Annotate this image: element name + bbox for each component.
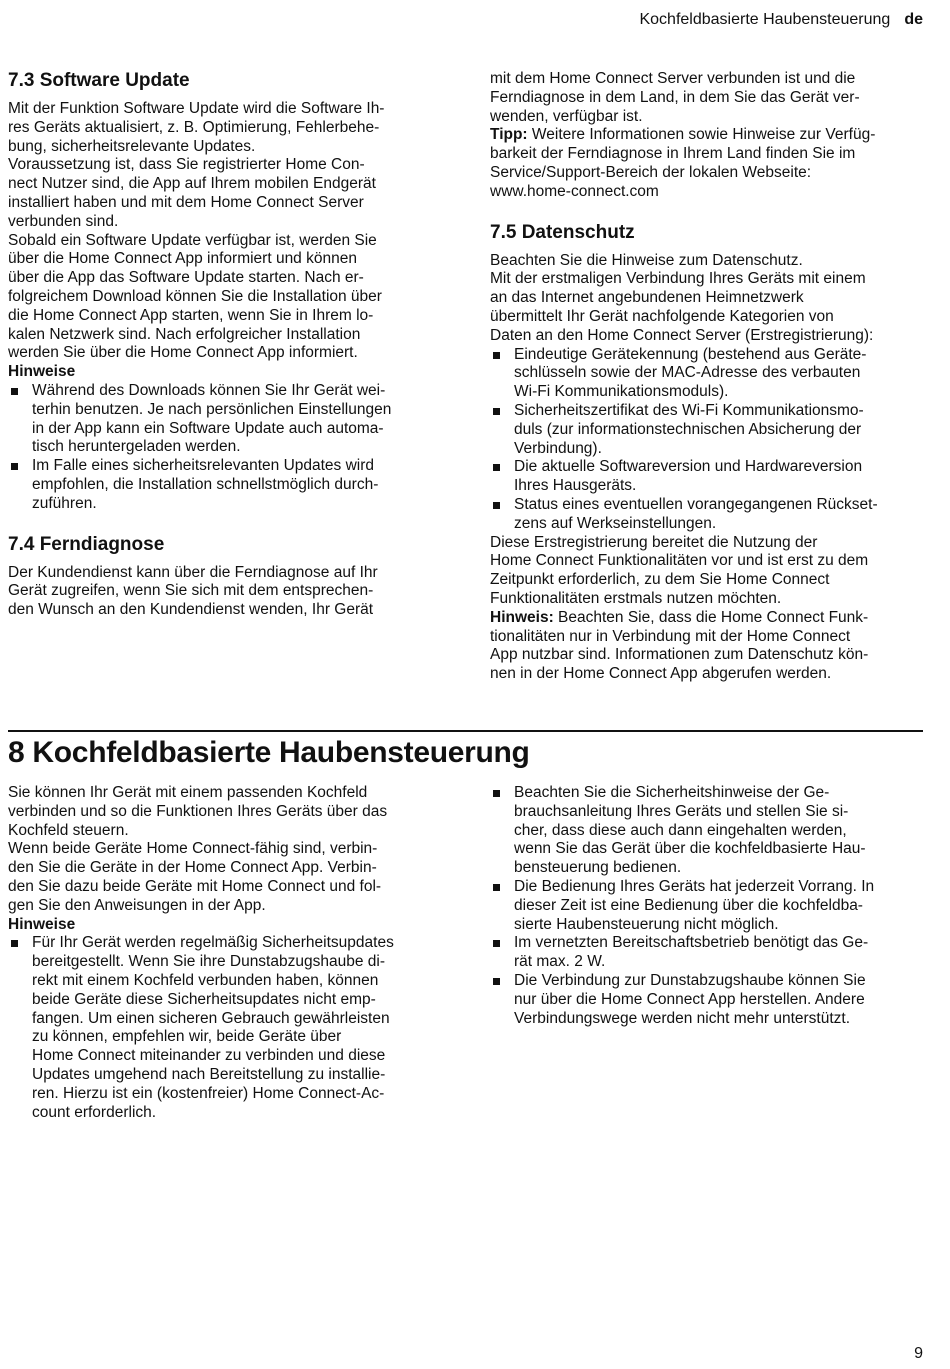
paragraph: Sobald ein Software Update verfügbar ist, werden Sie über die Home Connect App informiert und können über die App das Software Update starten. Nach er- folgreichem Download können Sie die Installation über die Home Connect App starten, wenn Sie in Ihrem lo- kalen Netzwerk sind. Nach erfolgreicher Installation werden Sie über die Home Connect App informiert. xyxy=(8,231,382,362)
paragraph: Wenn beide Geräte Home Connect-fähig sind, verbin- den Sie die Geräte in der Home Connect App. Verbin- den Sie dazu beide Geräte mit Home Connect und fol- gen Sie den Anweisungen in der App. xyxy=(8,840,382,914)
list-item: Während des Downloads können Sie Ihr Gerät wei- terhin benutzen. Je nach persönlichen Einstellungen in der App kann ein Software Update auch automa- tisch heruntergeladen werden. xyxy=(8,382,446,457)
tip-paragraph xyxy=(490,126,930,201)
list-item: Sicherheitszertifikat des Wi-Fi Kommunikationsmo- duls (zur informationstechnischen Absicherung der Verbindung). xyxy=(490,402,930,458)
paragraph: Sie können Ihr Gerät mit einem passenden Kochfeld verbinden und so die Funktionen Ihres Geräts über das Kochfeld steuern. xyxy=(8,784,388,839)
running-header xyxy=(639,11,923,29)
tip-text: Weitere Informationen sowie Hinweise zur Verfüg- barkeit der Ferndiagnose in Ihrem Land finden Sie im Service/Support-Bereich der lokalen Webseite: www.home-connect.com xyxy=(490,126,876,200)
language-code: de xyxy=(904,11,923,28)
paragraph: Diese Erstregistrierung bereitet die Nutzung der Home Connect Funktionalitäten vor und ist erst zu dem Zeitpunkt erforderlich, zu dem Sie Home Connect Funktionalitäten erstmals nutzen möchten. xyxy=(490,533,869,607)
paragraph: Der Kundendienst kann über die Ferndiagnose auf Ihr Gerät zugreifen, wenn Sie sich mit dem entsprechen- den Wunsch an den Kundendienst wenden, Ihr Gerät xyxy=(8,563,378,619)
chapter-heading: 8 Kochfeldbasierte Haubensteuerung xyxy=(8,736,530,769)
heading-software-update: 7.3 Software Update xyxy=(8,70,190,91)
paragraph: Mit der Funktion Software Update wird die Software Ih- res Geräts aktualisiert, z. B. Optimierung, Fehlerbehe- bung, sicherheitsrelevante Updates. xyxy=(8,100,385,155)
right-column-bottom xyxy=(490,784,930,1028)
list-item: Beachten Sie die Sicherheitshinweise der Ge- brauchsanleitung Ihres Geräts und stellen Sie si- cher, dass diese auch dann eingehalten werden, wenn Sie das Gerät über die kochfeldbasierte Hau- bensteuerung bedienen. xyxy=(490,784,930,878)
right-column-top xyxy=(490,70,930,684)
notes-list xyxy=(8,934,446,1122)
notes-list xyxy=(8,382,446,514)
paragraph: mit dem Home Connect Server verbunden ist und die Ferndiagnose in dem Land, in dem Sie das Gerät ver- wenden, verfügbar ist. xyxy=(490,70,860,125)
note-paragraph xyxy=(490,609,930,684)
list-item: Status eines eventuellen vorangegangenen Rückset- zens auf Werkseinstellungen. xyxy=(490,496,930,534)
list-item: Für Ihr Gerät werden regelmäßig Sicherheitsupdates bereitgestellt. Wenn Sie ihre Dunstabzugshaube di- rekt mit einem Kochfeld verbunden haben, können beide Geräte diese Sicherheitsupdates nicht emp- fangen. Um einen sicheren Gebrauch gewährleisten zu können, empfehlen wir, beide Geräte über Home Connect miteinander zu verbinden und diese Updates umgehend nach Bereitstellung zu installie- ren. Hierzu ist ein (kostenfreier) Home Connect-Ac- count erforderlich. xyxy=(8,934,446,1122)
chapter-divider xyxy=(8,730,923,732)
list-item: Die aktuelle Softwareversion und Hardwareversion Ihres Hausgeräts. xyxy=(490,458,930,496)
list-item: Im vernetzten Bereitschaftsbetrieb benötigt das Ge- rät max. 2 W. xyxy=(490,934,930,972)
heading-datenschutz: 7.5 Datenschutz xyxy=(490,221,635,243)
paragraph: Beachten Sie die Hinweise zum Datenschutz. xyxy=(490,251,803,269)
notes-label: Hinweise xyxy=(8,363,76,381)
note-label: Hinweis: xyxy=(490,608,554,626)
notes-label: Hinweise xyxy=(8,915,76,933)
list-item: Die Bedienung Ihres Geräts hat jederzeit Vorrang. In dieser Zeit ist eine Bedienung über die kochfeldba- sierte Haubensteuerung nicht möglich. xyxy=(490,878,930,934)
left-column-bottom xyxy=(8,784,446,1122)
running-header-title: Kochfeldbasierte Haubensteuerung xyxy=(639,11,891,28)
note-text: Beachten Sie, dass die Home Connect Funk- tionalitäten nur in Verbindung mit der Home Connect App nutzbar sind. Informationen zum Datenschutz kön- nen in der Home Connect App abgerufen werden. xyxy=(490,608,869,683)
list-item: Eindeutige Gerätekennung (bestehend aus Geräte- schlüsseln sowie der MAC-Adresse des verbauten Wi-Fi Kommunikationsmoduls). xyxy=(490,346,930,402)
tip-label: Tipp: xyxy=(490,126,528,144)
page-number: 9 xyxy=(914,1345,923,1362)
data-categories-list xyxy=(490,346,930,534)
notes-list xyxy=(490,784,930,1028)
heading-ferndiagnose: 7.4 Ferndiagnose xyxy=(8,533,165,555)
left-column-top xyxy=(8,70,446,620)
list-item: Im Falle eines sicherheitsrelevanten Updates wird empfohlen, die Installation schnellstmöglich durch- zuführen. xyxy=(8,457,446,513)
list-item: Die Verbindung zur Dunstabzugshaube können Sie nur über die Home Connect App herstellen. Andere Verbindungswege werden nicht mehr unterstützt. xyxy=(490,972,930,1028)
paragraph: Voraussetzung ist, dass Sie registrierter Home Con- nect Nutzer sind, die App auf Ihrem mobilen Endgerät installiert haben und mit dem Home Connect Server verbunden sind. xyxy=(8,156,376,230)
paragraph: Mit der erstmaligen Verbindung Ihres Geräts mit einem an das Internet angebundenen Heimnetzwerk übermittelt Ihr Gerät nachfolgende Kategorien von Daten an den Home Connect Server (Erstregistrierung): xyxy=(490,270,874,344)
